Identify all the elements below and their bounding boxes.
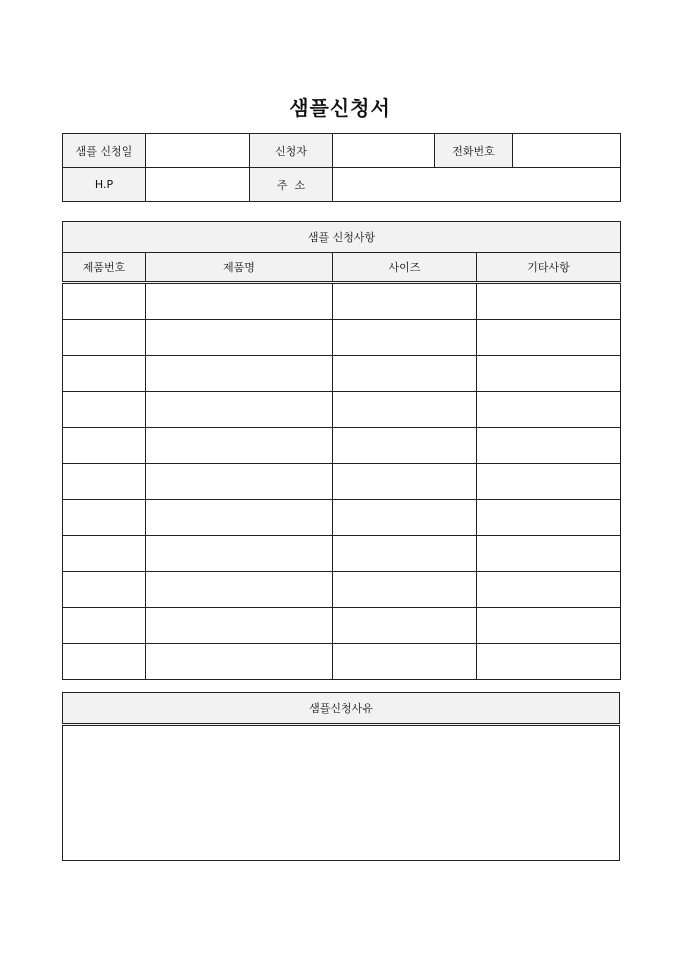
phone-field[interactable] <box>513 134 621 168</box>
product-number-cell[interactable] <box>63 392 146 428</box>
hp-field[interactable] <box>146 168 250 202</box>
table-row <box>63 428 621 464</box>
size-cell[interactable] <box>333 644 477 680</box>
size-cell[interactable] <box>333 392 477 428</box>
sample-items-table <box>62 221 621 680</box>
notes-cell[interactable] <box>477 536 621 572</box>
product-number-cell[interactable] <box>63 464 146 500</box>
product-number-cell[interactable] <box>63 536 146 572</box>
table-row <box>63 392 621 428</box>
product-name-cell[interactable] <box>146 356 333 392</box>
items-header-row <box>63 253 621 283</box>
product-number-cell[interactable] <box>63 644 146 680</box>
product-name-cell[interactable] <box>146 572 333 608</box>
product-name-cell[interactable] <box>146 644 333 680</box>
size-cell[interactable] <box>333 283 477 320</box>
product-number-cell[interactable] <box>63 283 146 320</box>
product-number-cell[interactable] <box>63 320 146 356</box>
column-header-product-name: 제품명 <box>146 253 333 283</box>
page-title: 샘플신청서 <box>289 96 391 120</box>
address-field[interactable] <box>333 168 621 202</box>
table-row <box>63 320 621 356</box>
applicant-field[interactable] <box>333 134 435 168</box>
product-number-cell[interactable] <box>63 608 146 644</box>
notes-cell[interactable] <box>477 356 621 392</box>
reason-section-title: 샘플신청사유 <box>63 693 620 725</box>
table-row <box>63 572 621 608</box>
size-cell[interactable] <box>333 536 477 572</box>
request-date-label: 샘플 신청일 <box>63 134 146 168</box>
notes-cell[interactable] <box>477 608 621 644</box>
size-cell[interactable] <box>333 356 477 392</box>
hp-label: H.P <box>63 168 146 202</box>
product-name-cell[interactable] <box>146 320 333 356</box>
notes-cell[interactable] <box>477 283 621 320</box>
product-name-cell[interactable] <box>146 283 333 320</box>
product-name-cell[interactable] <box>146 464 333 500</box>
table-row <box>63 536 621 572</box>
product-number-cell[interactable] <box>63 572 146 608</box>
reason-text-area[interactable] <box>63 725 620 861</box>
product-name-cell[interactable] <box>146 536 333 572</box>
product-name-cell[interactable] <box>146 392 333 428</box>
applicant-label: 신청자 <box>250 134 333 168</box>
table-row <box>63 464 621 500</box>
notes-cell[interactable] <box>477 644 621 680</box>
size-cell[interactable] <box>333 428 477 464</box>
product-name-cell[interactable] <box>146 608 333 644</box>
column-header-product-number: 제품번호 <box>63 253 146 283</box>
table-row <box>63 500 621 536</box>
notes-cell[interactable] <box>477 500 621 536</box>
phone-label: 전화번호 <box>435 134 513 168</box>
product-number-cell[interactable] <box>63 428 146 464</box>
request-reason-table <box>62 692 620 861</box>
column-header-notes: 기타사항 <box>477 253 621 283</box>
product-number-cell[interactable] <box>63 356 146 392</box>
product-name-cell[interactable] <box>146 500 333 536</box>
address-label: 주 소 <box>250 168 333 202</box>
product-name-cell[interactable] <box>146 428 333 464</box>
applicant-info-table <box>62 133 621 202</box>
table-row <box>63 356 621 392</box>
notes-cell[interactable] <box>477 428 621 464</box>
notes-cell[interactable] <box>477 392 621 428</box>
product-number-cell[interactable] <box>63 500 146 536</box>
size-cell[interactable] <box>333 500 477 536</box>
column-header-size: 사이즈 <box>333 253 477 283</box>
notes-cell[interactable] <box>477 572 621 608</box>
table-row <box>63 608 621 644</box>
table-row <box>63 644 621 680</box>
request-date-field[interactable] <box>146 134 250 168</box>
size-cell[interactable] <box>333 572 477 608</box>
notes-cell[interactable] <box>477 464 621 500</box>
size-cell[interactable] <box>333 608 477 644</box>
items-section-title: 샘플 신청사항 <box>63 222 621 253</box>
size-cell[interactable] <box>333 464 477 500</box>
size-cell[interactable] <box>333 320 477 356</box>
notes-cell[interactable] <box>477 320 621 356</box>
table-row <box>63 283 621 320</box>
